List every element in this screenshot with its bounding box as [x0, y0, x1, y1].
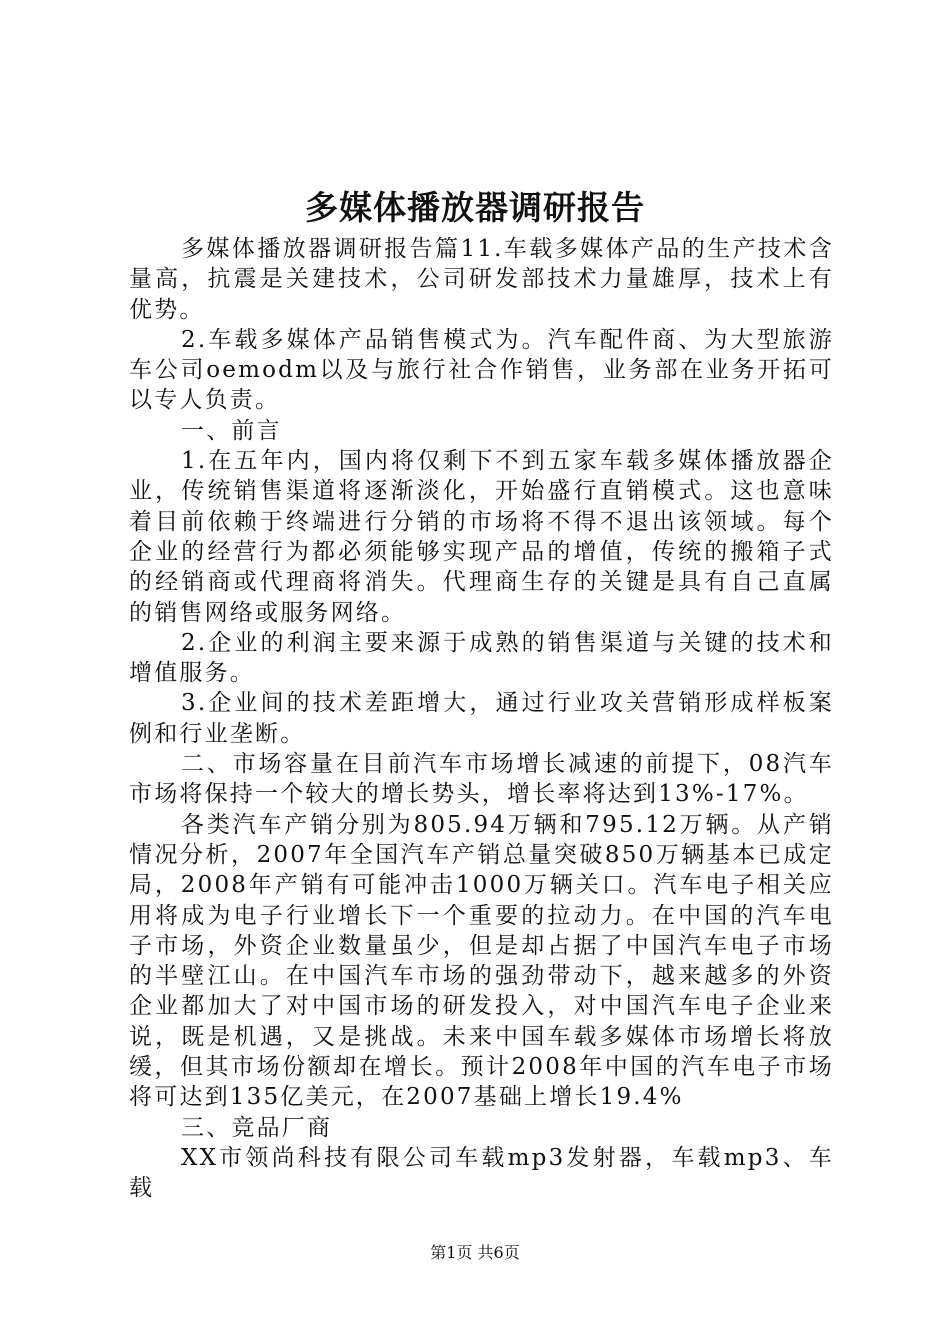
section-heading-competitors: 三、竞品厂商 [181, 1114, 333, 1141]
paragraph-preface-2: 2.企业的利润主要来源于成熟的销售渠道与关键的技术和增值服务。 [129, 629, 834, 687]
paragraph-market-analysis: 各类汽车产销分别为805.94万辆和795.12万辆。从产销情况分析，2007年全国汽车产销总量突破850万辆基本已成定局，2008年产销有可能冲击1000万辆关口。汽车电子相关应用将成为电子行业增长下一个重要的拉动力。在中国的汽车电子市场，外资企业数量虽少，但是却占据了中国汽车电子市场的半壁江山。在中国汽车市场的强劲带动下，越来越多的外资企业都加大了对中国市场的研发投入，对中国汽车电子企业来说，既是机遇，又是挑战。未来中国车载多媒体市场增长将放缓，但其市场份额却在增长。预计2008年中国的汽车电子市场将可达到135亿美元，在2007基础上增长19.4% [129, 811, 834, 1111]
document-body [129, 234, 834, 1204]
paragraph-preface-3: 3.企业间的技术差距增大，通过行业攻关营销形成样板案例和行业垄断。 [129, 690, 834, 747]
paragraph-competitor-1: XX市领尚科技有限公司车载mp3发射器，车载mp3、车载 [129, 1144, 834, 1202]
section-heading-preface: 一、前言 [181, 417, 282, 444]
document-title: 多媒体播放器调研报告 [305, 188, 645, 227]
paragraph-intro-1: 多媒体播放器调研报告篇11.车载多媒体产品的生产技术含量高，抗震是关建技术，公司研发部技术力量雄厚，技术上有优势。 [129, 236, 834, 323]
paragraph-intro-2: 2.车载多媒体产品销售模式为。汽车配件商、为大型旅游车公司oemodm以及与旅行社合作销售，业务部在业务开拓可以专人负责。 [129, 326, 834, 414]
paragraph-preface-1: 1.在五年内，国内将仅剩下不到五家车载多媒体播放器企业，传统销售渠道将逐渐淡化，开始盛行直销模式。这也意味着目前依赖于终端进行分销的市场将不得不退出该领域。每个企业的经营行为都必须能够实现产品的增值，传统的搬箱子式的经销商或代理商将消失。代理商生存的关键是具有自己直属的销售网络或服务网络。 [129, 448, 834, 626]
page-footer: 第1页 共6页 [430, 1243, 520, 1262]
paragraph-market-capacity: 二、市场容量在目前汽车市场增长减速的前提下，08汽车市场将保持一个较大的增长势头，增长率将达到13%-17%。 [129, 751, 834, 808]
